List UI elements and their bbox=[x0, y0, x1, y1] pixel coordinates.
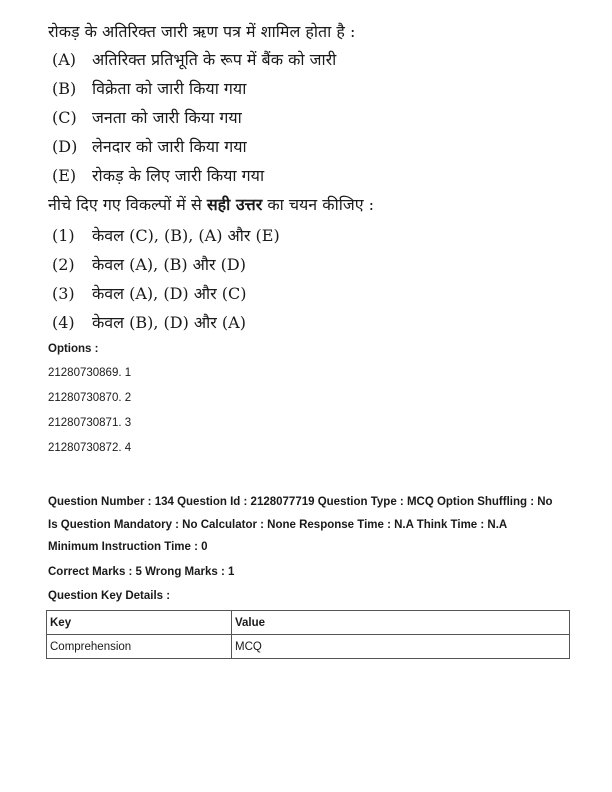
table-header-row bbox=[47, 611, 570, 635]
statement-b bbox=[52, 79, 246, 99]
statement-text: अतिरिक्त प्रतिभूति के रूप में बैंक को जारी bbox=[92, 50, 337, 69]
statement-a bbox=[52, 50, 336, 70]
key-heading: Question Key Details : bbox=[48, 590, 171, 602]
header-value: Value bbox=[232, 611, 570, 635]
cell-value: MCQ bbox=[232, 635, 570, 659]
choice-3 bbox=[52, 284, 246, 304]
statement-label: (C) bbox=[52, 108, 77, 127]
choice-text: केवल (A), (D) और (C) bbox=[92, 284, 247, 303]
statement-text: लेनदार को जारी किया गया bbox=[92, 137, 247, 156]
instruction bbox=[48, 195, 374, 215]
statement-c bbox=[52, 108, 242, 128]
statement-d bbox=[52, 137, 247, 157]
statement-label: (D) bbox=[52, 137, 78, 156]
option-id-4: 21280730872. 4 bbox=[48, 442, 132, 454]
statement-text: जनता को जारी किया गया bbox=[92, 108, 242, 127]
choice-text: केवल (C), (B), (A) और (E) bbox=[92, 226, 280, 245]
meta-line-2: Is Question Mandatory : No Calculator : None Response Time : N.A Think Time : N.A bbox=[48, 519, 508, 531]
option-id-3: 21280730871. 3 bbox=[48, 417, 132, 429]
choice-4 bbox=[52, 313, 246, 333]
header-key: Key bbox=[47, 611, 232, 635]
statement-text: रोकड़ के लिए जारी किया गया bbox=[92, 166, 265, 185]
instruction-bold: सही उत्तर bbox=[206, 195, 263, 214]
choice-1 bbox=[52, 226, 280, 246]
instruction-post: का चयन कीजिए : bbox=[262, 195, 375, 214]
table-row bbox=[47, 635, 570, 659]
choice-2 bbox=[52, 255, 246, 275]
choice-label: (3) bbox=[52, 284, 75, 303]
statement-label: (B) bbox=[52, 79, 77, 98]
cell-key: Comprehension bbox=[47, 635, 232, 659]
statement-e bbox=[52, 166, 264, 186]
key-details-table bbox=[46, 610, 570, 659]
option-id-2: 21280730870. 2 bbox=[48, 392, 132, 404]
choice-text: केवल (A), (B) और (D) bbox=[92, 255, 246, 274]
choice-label: (2) bbox=[52, 255, 75, 274]
instruction-pre: नीचे दिए गए विकल्पों में से bbox=[48, 195, 207, 214]
option-id-1: 21280730869. 1 bbox=[48, 367, 132, 379]
choice-label: (1) bbox=[52, 226, 75, 245]
statement-text: विक्रेता को जारी किया गया bbox=[92, 79, 247, 98]
meta-line-3: Minimum Instruction Time : 0 bbox=[48, 541, 208, 553]
meta-line-1: Question Number : 134 Question Id : 2128077719 Question Type : MCQ Option Shuffling : No bbox=[48, 496, 553, 508]
statement-label: (A) bbox=[52, 50, 77, 69]
choice-text: केवल (B), (D) और (A) bbox=[92, 313, 246, 332]
question-stem: रोकड़ के अतिरिक्त जारी ऋण पत्र में शामिल होता है : bbox=[48, 22, 356, 41]
statement-label: (E) bbox=[52, 166, 77, 185]
choice-label: (4) bbox=[52, 313, 75, 332]
options-heading: Options : bbox=[48, 343, 99, 355]
marks-line: Correct Marks : 5 Wrong Marks : 1 bbox=[48, 566, 235, 578]
